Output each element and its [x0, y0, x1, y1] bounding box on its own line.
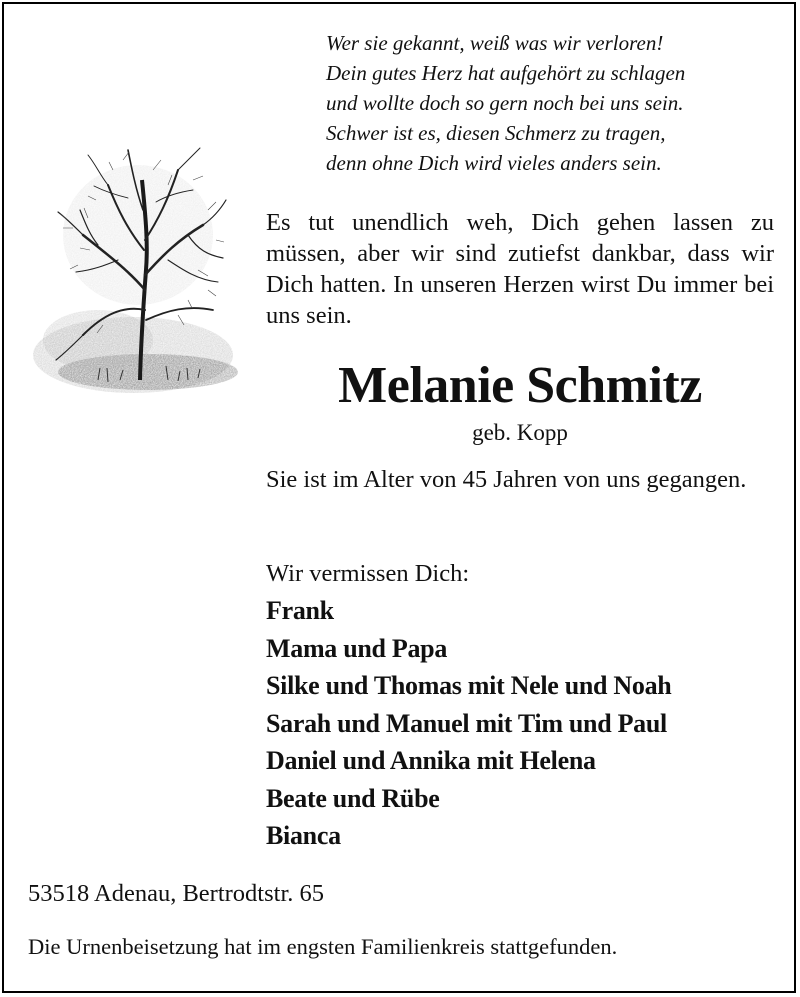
poem-line: Wer sie gekannt, weiß was wir verloren! — [326, 31, 664, 55]
poem-line: denn ohne Dich wird vieles anders sein. — [326, 151, 662, 175]
deceased-name: Melanie Schmitz — [338, 357, 702, 414]
list-item: Sarah und Manuel mit Tim und Paul — [266, 708, 667, 738]
list-item: Bianca — [266, 821, 341, 850]
list-item: Beate und Rübe — [266, 783, 440, 813]
poem-line: Schwer ist es, diesen Schmerz zu tragen, — [326, 121, 666, 145]
list-item: Frank — [266, 596, 334, 625]
address: 53518 Adenau, Bertrodtstr. 65 — [28, 880, 325, 907]
mourners-heading: Wir vermissen Dich: — [266, 560, 470, 587]
list-item: Mama und Papa — [266, 633, 448, 663]
poem — [326, 28, 786, 178]
mourners-list — [266, 592, 671, 855]
poem-line: Dein gutes Herz hat aufgehört zu schlagen — [326, 61, 686, 85]
poem-line: und wollte doch so gern noch bei uns sein. — [326, 91, 684, 115]
list-item: Daniel und Annika mit Helena — [266, 746, 596, 775]
intro-text: Es tut unendlich weh, Dich gehen lassen zu müssen, aber wir sind zutiefst dankbar, dass wir Dich hatten. In unseren Herzen wirst Du immer bei uns sein. — [266, 209, 774, 329]
list-item: Silke und Thomas mit Nele und Noah — [266, 671, 672, 700]
tree-illustration-icon — [28, 140, 238, 415]
age-text: Sie ist im Alter von 45 Jahren von uns gegangen. — [266, 466, 747, 493]
maiden-name: geb. Kopp — [472, 420, 568, 445]
burial-notice: Die Urnenbeisetzung hat im engsten Familienkreis stattgefunden. — [28, 934, 618, 959]
